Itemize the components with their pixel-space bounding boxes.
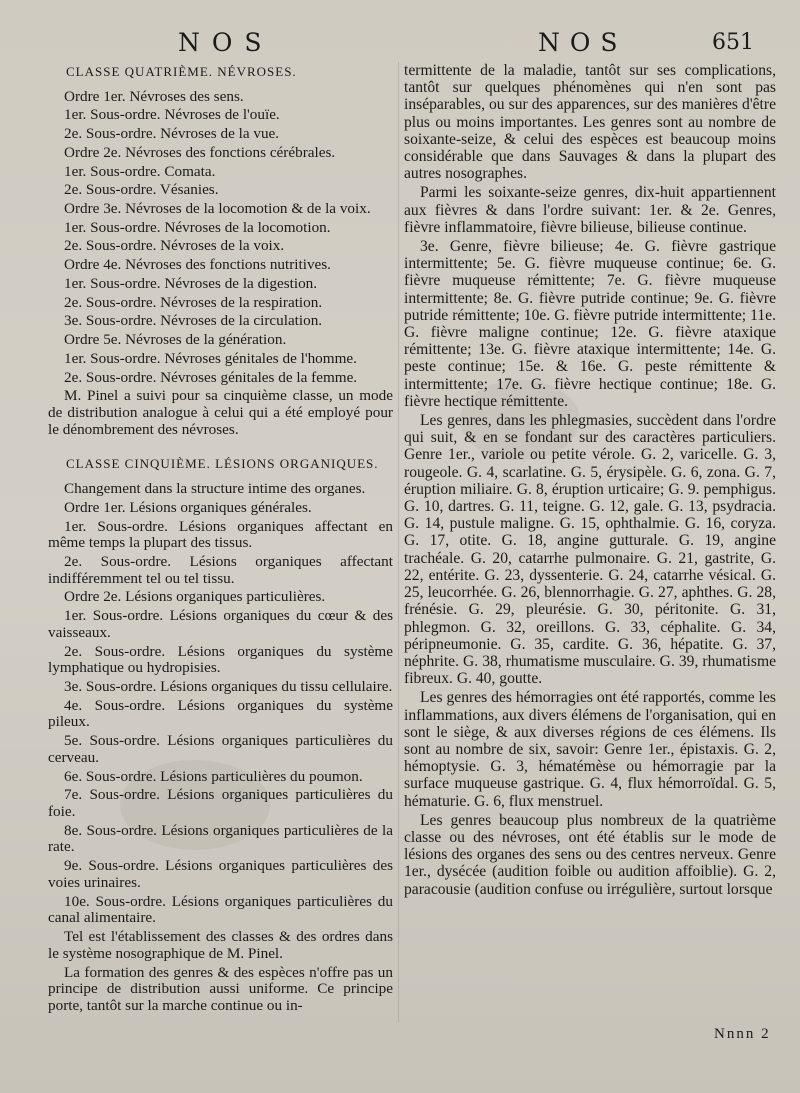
paragraph: Les genres beaucoup plus nombreux de la quatrième classe ou des névroses, ont été établis sur le mode de lésions des organes des sens ou des centres nerveux. Genre 1er., dysécée (audition foible ou audition affoiblie). G. 2, paracousie (audition confuse ou irrégulière, surtout lorsque (404, 811, 776, 898)
paragraph: Ordre 1er. Lésions organiques générales. (64, 498, 312, 516)
paragraph: 3e. Sous-ordre. Névroses de la circulation. (64, 312, 323, 330)
paragraph: 7e. Sous-ordre. Lésions organiques particulières du foie. (48, 786, 393, 821)
paragraph: Ordre 5e. Névroses de la génération. (64, 331, 287, 349)
paragraph: 3e. Genre, fièvre bilieuse; 4e. G. fièvre gastrique intermittente; 5e. G. fièvre muqueuse continue; 6e. G. fièvre muqueuse rémittente; 7e. G. fièvre muqueuse intermittente; 8e. G. fièvre putride continue; 9e. G. fièvre putride rémittente; 10e. G. fièvre putride intermittente; 11e. G. fièvre maligne continue; 12e. G. fièvre ataxique rémittente; 13e. G. fièvre ataxique intermittente; 14e. G. peste continue; 15e. & 16e. G. peste rémittente & intermittente; 17e. G. fièvre hectique continue; 18e. G. fièvre hectique rémittente. (404, 238, 776, 410)
header-left: NOS (178, 28, 274, 57)
right-column (404, 62, 776, 900)
paragraph: 2e. Sous-ordre. Vésanies. (64, 181, 219, 199)
paragraph: 2e. Sous-ordre. Névroses de la voix. (64, 237, 285, 255)
paragraph: 2e. Sous-ordre. Névroses de la vue. (64, 125, 280, 143)
header-right: NOS (538, 28, 628, 57)
paragraph: 2e. Sous-ordre. Névroses génitales de la femme. (64, 368, 358, 386)
paragraph: 1er. Sous-ordre. Névroses génitales de l'homme. (64, 349, 357, 367)
paragraph: Les genres, dans les phlegmasies, succèdent dans l'ordre qui suit, & en se fondant sur des caractères particuliers. Genre 1er., variole ou petite vérole. G. 2, varicelle. G. 3, rougeole. G. 4, scarlatine. G. 5, érysipèle. G. 6, zona. G. 7, éruption miliaire. G. 8, éruption urticaire; G. 9. pemphigus. G. 10, dartres. G. 11, teigne. G. 12, gale. G. 13, psydracia. G. 14, pustule maligne. G. 15, ophthalmie. G. 16, coryza. G. 17, otite. G. 18, angine gutturale. G. 19, angine trachéale. G. 20, catarrhe pulmonaire. G. 21, gastrite, G. 22, entérite. G. 23, dyssenterie. G. 24, catarrhe vésical. G. 25, leucorrhée. G. 26, blennorrhagie. G. 27, aphthes. G. 28, frénésie. G. 29, pleurésie. G. 30, péritonite. G. 31, phlegmon. G. 32, oreillons. G. 33, céphalite. G. 34, péripneumonie. G. 35, cardite. G. 36, hépatite. G. 37, néphrite. G. 38, rhumatisme musculaire. G. 39, rhumatisme fibreux. G. 40, goutte. (404, 412, 776, 688)
paragraph: 10e. Sous-ordre. Lésions organiques particulières du canal alimentaire. (48, 892, 393, 927)
paragraph: Tel est l'établissement des classes & des ordres dans le système nosographique de M. Pinel. (48, 928, 393, 962)
paragraph: Les genres des hémorragies ont été rapportés, comme les inflammations, aux divers élémens de l'organisation, qui en sont le siège, & aux diverses régions de ces élémens. Ils sont au nombre de six, savoir: Genre 1er., épistaxis. G. 2, hémoptysie. G. 3, hématémèse ou hémorragie par la surface muqueuse gastrique. G. 4, flux hémorroïdal. G. 5, hématurie. G. 6, flux menstruel. (404, 689, 776, 810)
paragraph: M. Pinel a suivi pour sa cinquième classe, un mode de distribution analogue à celui qui a été employé pour le dénombrement des névroses. (48, 387, 393, 438)
paragraph: Ordre 2e. Lésions organiques particulières. (64, 588, 326, 606)
paragraph: 4e. Sous-ordre. Lésions organiques du système pileux. (48, 696, 393, 731)
paragraph: 1er. Sous-ordre. Névroses de la digestion. (64, 274, 318, 292)
paragraph: 1er. Sous-ordre. Comata. (64, 162, 216, 180)
left-column (48, 62, 393, 1017)
paragraph: 2e. Sous-ordre. Lésions organiques du système lymphatique ou hydropisies. (48, 642, 393, 677)
paragraph: 6e. Sous-ordre. Lésions particulières du poumon. (64, 767, 363, 785)
paragraph: 2e. Sous-ordre. Lésions organiques affectant indifféremment tel ou tel tissu. (48, 552, 393, 587)
signature-mark: Nnnn 2 (714, 1026, 771, 1042)
paragraph: Ordre 4e. Névroses des fonctions nutritives. (64, 256, 331, 274)
paragraph: 1er. Sous-ordre. Névroses de l'ouïe. (64, 106, 280, 124)
paragraph: 8e. Sous-ordre. Lésions organiques particulières de la rate. (48, 821, 393, 856)
paragraph: Ordre 1er. Névroses des sens. (64, 87, 244, 105)
section-heading: CLASSE CINQUIÈME. LÉSIONS ORGANIQUES. (66, 456, 379, 472)
paragraph: Changement dans la structure intime des organes. (64, 480, 366, 498)
paragraph: 1er. Sous-ordre. Lésions organiques affectant en même temps la plupart des tissus. (48, 517, 393, 552)
paragraph: 1er. Sous-ordre. Lésions organiques du cœur & des vaisseaux. (48, 607, 393, 641)
running-header (0, 22, 800, 56)
paragraph: Ordre 2e. Névroses des fonctions cérébrales. (64, 143, 336, 161)
paragraph: 5e. Sous-ordre. Lésions organiques particulières du cerveau. (48, 732, 393, 766)
paragraph: 9e. Sous-ordre. Lésions organiques particulières des voies urinaires. (48, 857, 393, 891)
section-heading: CLASSE QUATRIÈME. NÉVROSES. (66, 64, 297, 79)
paragraph: termittente de la maladie, tantôt sur ses complications, tantôt sur quelques phénomènes qui n'en sont pas inséparables, ou sur des apparences, sur des manières d'être plus ou moins importantes. Les genres sont au nombre de soixante-seize, & celui des espèces est beaucoup moins considérable que dans Sauvages & dans la plupart des autres nosographes. (404, 62, 776, 183)
paragraph: 2e. Sous-ordre. Névroses de la respiration. (64, 293, 323, 311)
paragraph: La formation des genres & des espèces n'offre pas un principe de distribution aussi uniforme. Ce principe porte, tantôt sur la marche continue ou in- (48, 963, 393, 1014)
paragraph (48, 440, 393, 454)
paragraph: 1er. Sous-ordre. Névroses de la locomotion. (64, 218, 331, 236)
paragraph: Ordre 3e. Névroses de la locomotion & de la voix. (64, 200, 371, 218)
paragraph: 3e. Sous-ordre. Lésions organiques du tissu cellulaire. (64, 678, 393, 695)
column-divider (398, 62, 399, 1022)
page-number: 651 (712, 30, 754, 55)
paragraph: Parmi les soixante-seize genres, dix-huit appartiennent aux fièvres & dans l'ordre suivant: 1er. & 2e. Genres, fièvre inflammatoire, fièvre bilieuse, bilieuse continue. (404, 184, 776, 236)
